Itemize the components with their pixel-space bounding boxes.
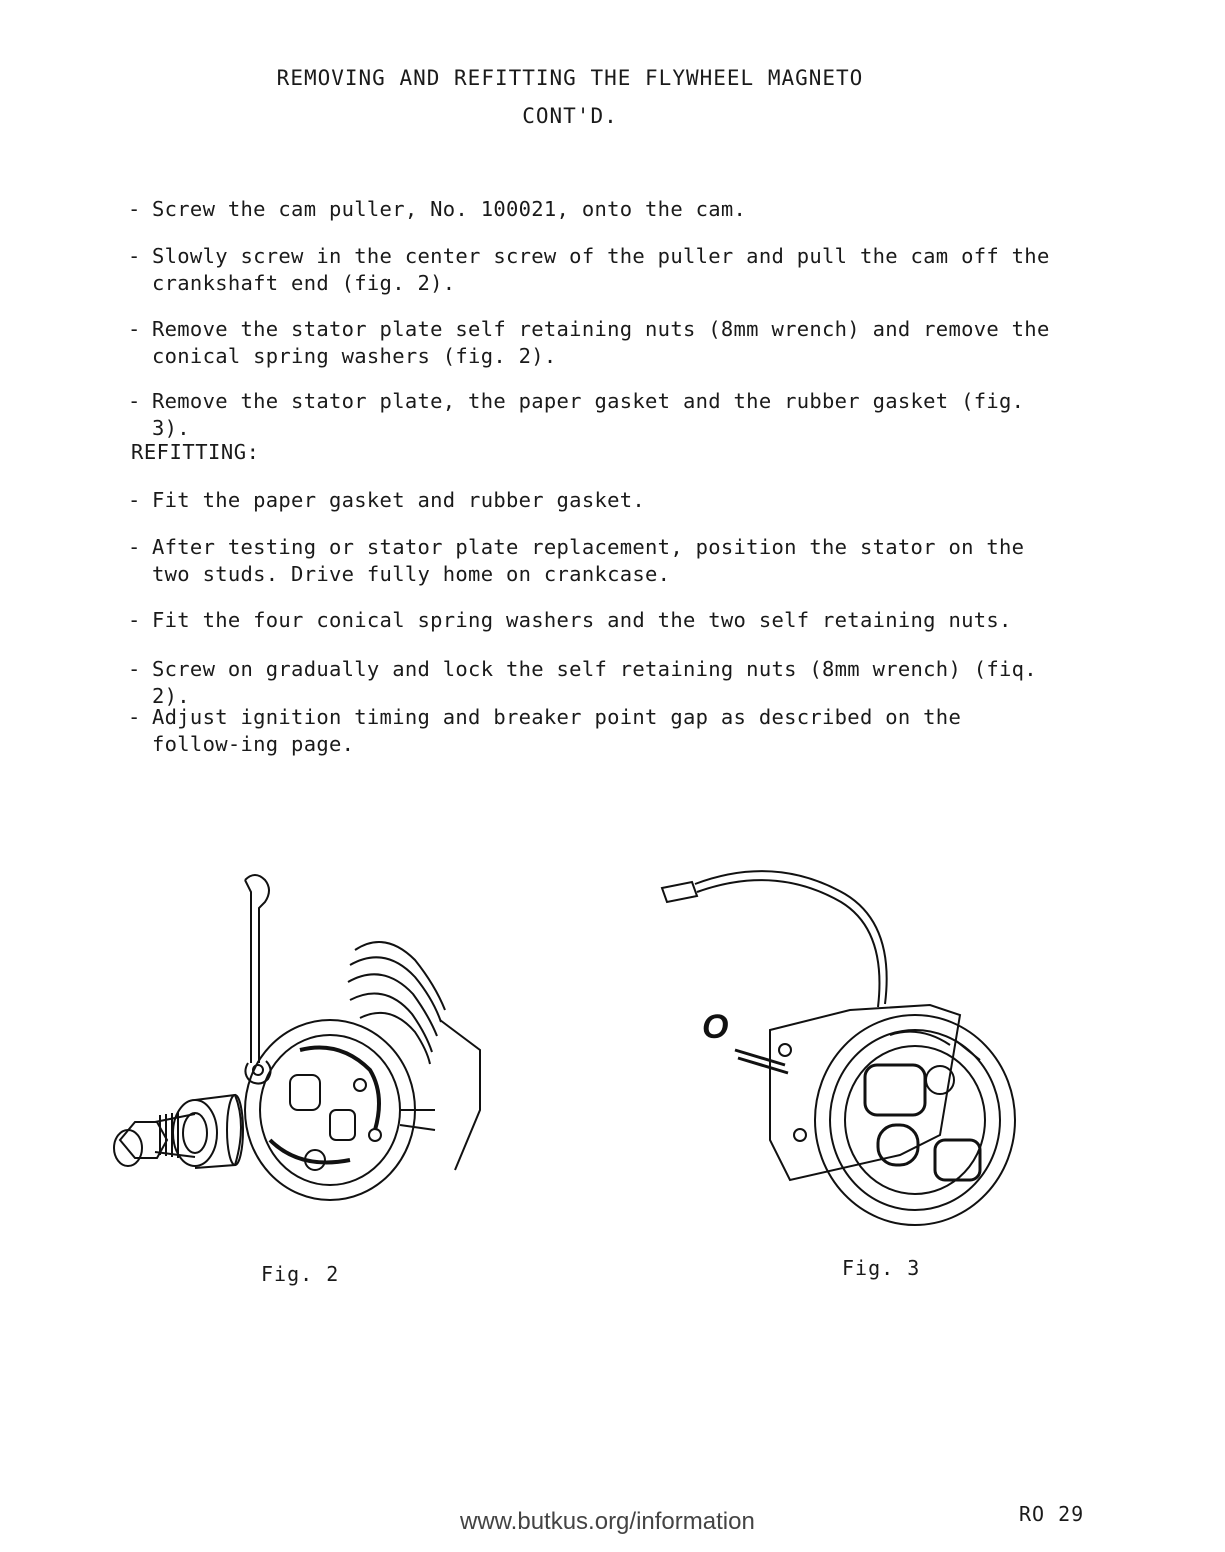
refitting-step xyxy=(128,607,1058,634)
refitting-heading: REFITTING: xyxy=(131,440,260,464)
stator-plate xyxy=(245,1020,435,1200)
page-number: RO 29 xyxy=(1019,1502,1085,1526)
page-title-line-1: REMOVING AND REFITTING THE FLYWHEEL MAGNETO xyxy=(276,66,864,90)
figure-3-illustration xyxy=(650,860,1050,1230)
refitting-step xyxy=(128,656,1058,710)
step-text: Adjust ignition timing and breaker point gap as described on the follow-ing page. xyxy=(152,705,962,756)
refitting-step xyxy=(128,487,1058,514)
bullet-dash: - xyxy=(128,244,141,268)
step-text: Slowly screw in the center screw of the puller and pull the cam off the crankshaft end (fig. 2). xyxy=(152,244,1050,295)
footer-url: www.butkus.org/information xyxy=(460,1508,755,1535)
cam-puller xyxy=(114,1095,243,1168)
wrench-icon xyxy=(245,875,271,1084)
step-text: Fit the four conical spring washers and the two self retaining nuts. xyxy=(152,608,1012,632)
page-title-line-2: CONT'D. xyxy=(522,104,618,128)
bullet-dash: - xyxy=(128,535,141,559)
bullet-dash: - xyxy=(128,705,141,729)
step-text: Remove the stator plate, the paper gasket and the rubber gasket (fig. 3). xyxy=(152,389,1025,440)
figure-2-caption: Fig. 2 xyxy=(261,1262,340,1286)
bullet-dash: - xyxy=(128,488,141,512)
step-text: Remove the stator plate self retaining nuts (8mm wrench) and remove the conical spring washers (fig. 2). xyxy=(152,317,1050,368)
o-ring-label: O xyxy=(702,1008,729,1046)
removal-step xyxy=(128,388,1058,442)
removal-step xyxy=(128,243,1058,297)
removal-step xyxy=(128,316,1058,370)
refitting-step xyxy=(128,704,1058,758)
refitting-step xyxy=(128,534,1058,588)
figure-2-illustration xyxy=(100,860,500,1220)
cylinder-fins xyxy=(348,942,480,1170)
step-text: After testing or stator plate replacement, position the stator on the two studs. Drive fully home on crankcase. xyxy=(152,535,1025,586)
step-text: Fit the paper gasket and rubber gasket. xyxy=(152,488,646,512)
bullet-dash: - xyxy=(128,197,141,221)
stator-plate xyxy=(815,1015,1015,1225)
bullet-dash: - xyxy=(128,657,141,681)
bullet-dash: - xyxy=(128,389,141,413)
bullet-dash: - xyxy=(128,608,141,632)
bullet-dash: - xyxy=(128,317,141,341)
step-text: Screw on gradually and lock the self retaining nuts (8mm wrench) (fiq. 2). xyxy=(152,657,1037,708)
wire-lead xyxy=(662,871,887,1007)
step-text: Screw the cam puller, No. 100021, onto the cam. xyxy=(152,197,747,221)
figure-3-caption: Fig. 3 xyxy=(842,1256,921,1280)
removal-step xyxy=(128,196,1058,223)
